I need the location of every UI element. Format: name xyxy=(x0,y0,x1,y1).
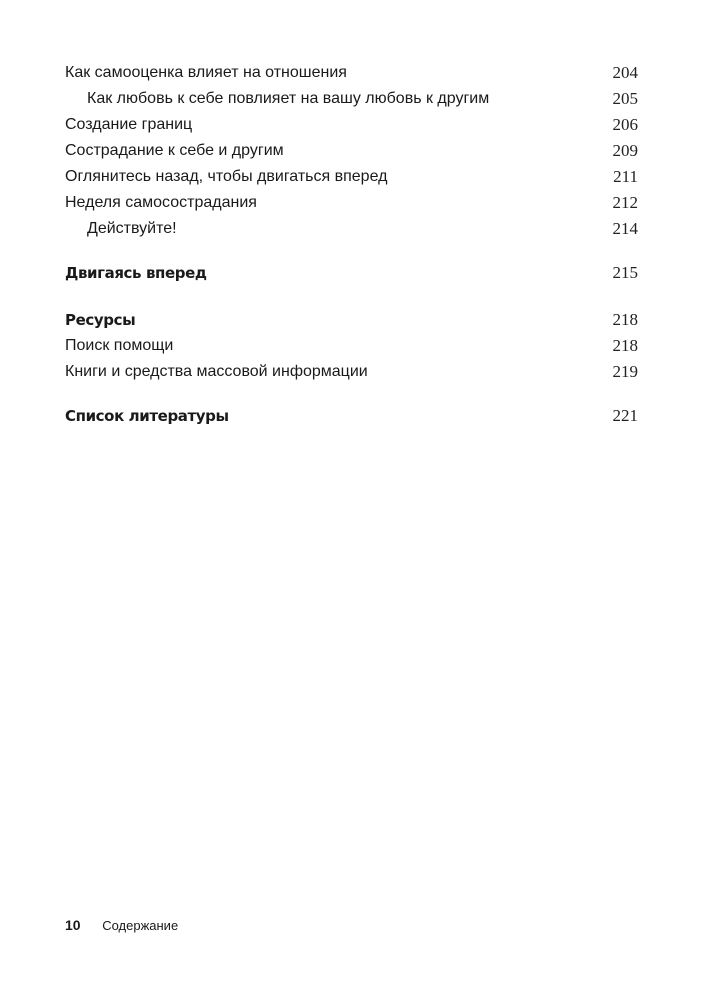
toc-entry-page: 205 xyxy=(612,89,638,108)
page-footer xyxy=(65,917,178,933)
toc-entry-title: Поиск помощи xyxy=(65,337,174,354)
toc-entry-page: 221 xyxy=(612,406,638,425)
toc-entry-title: Оглянитесь назад, чтобы двигаться вперед xyxy=(65,168,388,185)
toc-chapter-title: Список литературы xyxy=(65,407,229,425)
toc-chapter[interactable] xyxy=(65,403,638,429)
toc-entry-page: 209 xyxy=(612,141,638,160)
toc-entry[interactable] xyxy=(65,138,638,164)
toc-entry[interactable] xyxy=(65,164,638,190)
toc-entry-page: 212 xyxy=(612,193,638,212)
toc-entry[interactable] xyxy=(65,333,638,359)
toc-entry-page: 218 xyxy=(612,336,638,355)
toc-entry[interactable] xyxy=(65,359,638,385)
toc-entry-page: 218 xyxy=(612,310,638,329)
toc-subentry[interactable] xyxy=(65,86,638,112)
toc-entry-page: 214 xyxy=(612,219,638,238)
toc-entry-page: 219 xyxy=(612,362,638,381)
toc-entry-title: Книги и средства массовой информации xyxy=(65,363,368,380)
toc-entry-title: Как любовь к себе повлияет на вашу любовь к другим xyxy=(87,90,490,107)
toc-subentry[interactable] xyxy=(65,216,638,242)
toc-entry-title: Сострадание к себе и другим xyxy=(65,142,284,159)
page-number: 10 xyxy=(65,917,81,933)
toc-chapter-title: Двигаясь вперед xyxy=(65,264,207,282)
toc-entry-title: Как самооценка влияет на отношения xyxy=(65,64,347,81)
table-of-contents xyxy=(65,60,638,429)
running-header-section: Содержание xyxy=(102,918,179,933)
toc-chapter[interactable] xyxy=(65,307,638,333)
toc-entry-page: 204 xyxy=(612,63,638,82)
toc-entry-title: Создание границ xyxy=(65,116,193,133)
toc-entry-page: 211 xyxy=(613,167,638,186)
toc-entry-page: 215 xyxy=(612,263,638,282)
toc-entry-page: 206 xyxy=(612,115,638,134)
toc-entry[interactable] xyxy=(65,190,638,216)
toc-chapter[interactable] xyxy=(65,260,638,286)
toc-entry-title: Неделя самосострадания xyxy=(65,194,257,211)
toc-entry[interactable] xyxy=(65,60,638,86)
toc-chapter-title: Ресурсы xyxy=(65,311,136,329)
toc-entry-title: Действуйте! xyxy=(87,220,177,237)
toc-entry[interactable] xyxy=(65,112,638,138)
